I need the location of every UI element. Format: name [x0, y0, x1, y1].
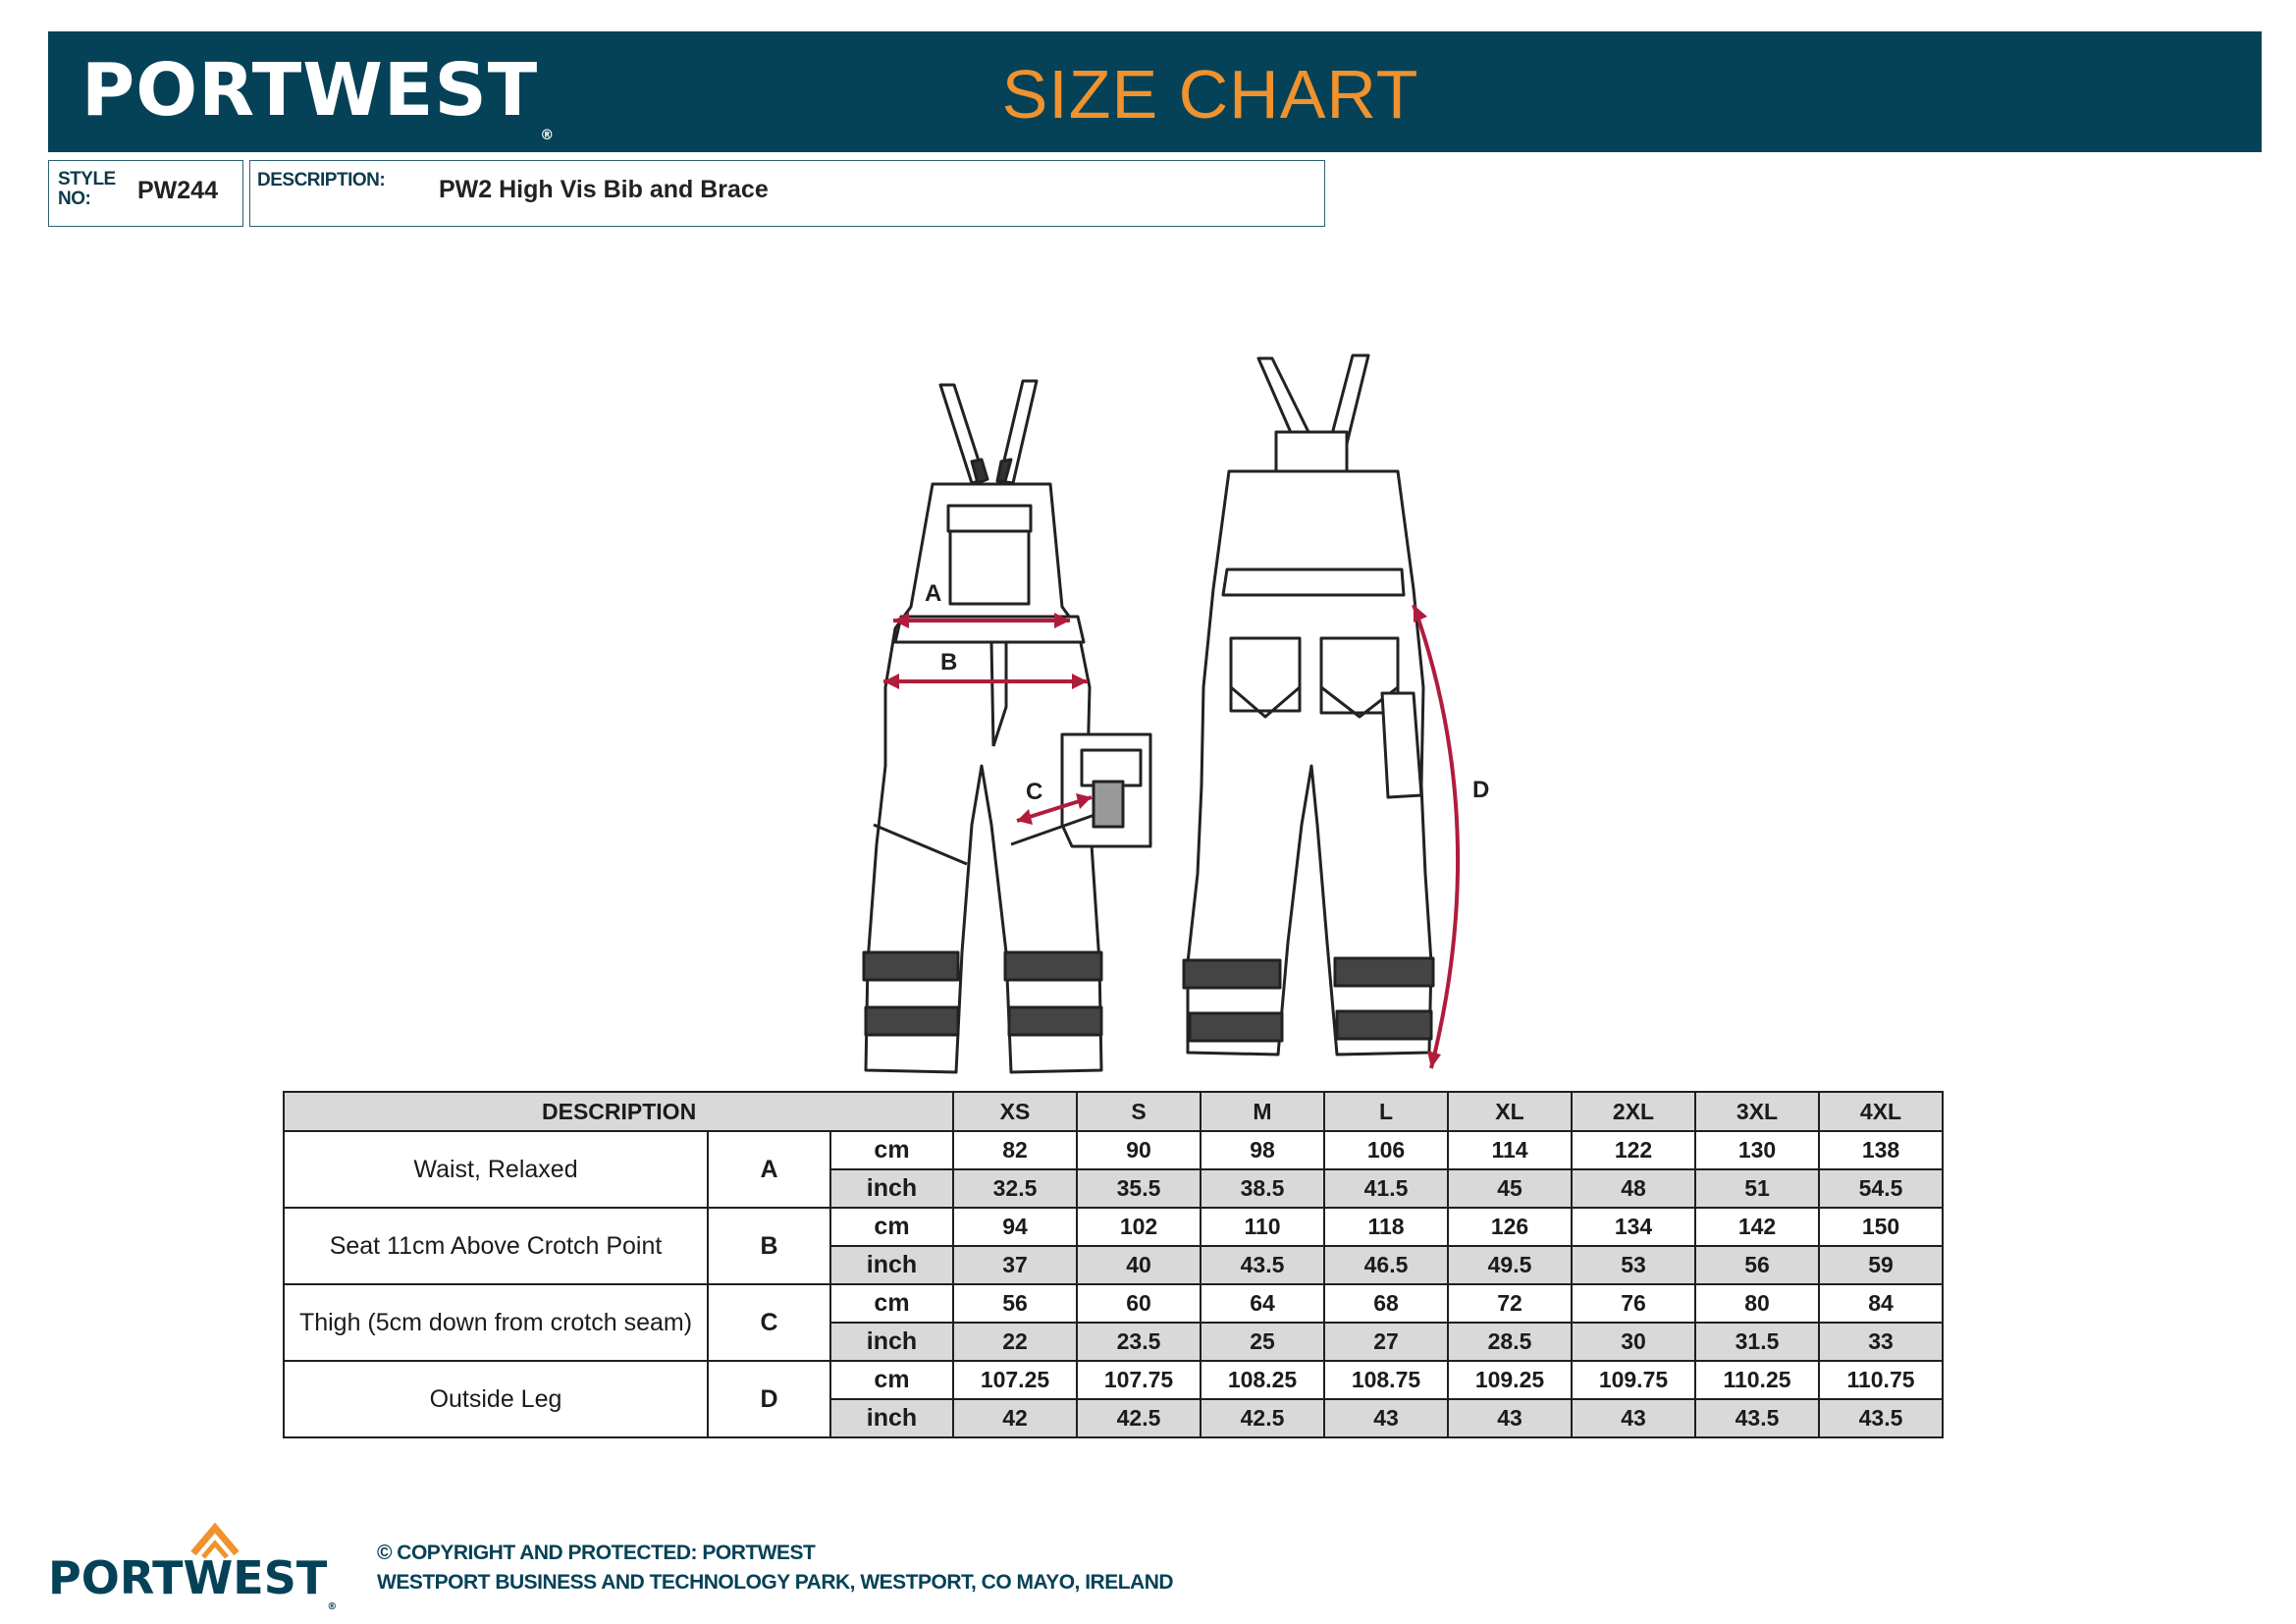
table-cell-inch: 32.5 — [953, 1169, 1077, 1208]
table-cell-inch: 33 — [1819, 1323, 1943, 1361]
table-cell-cm: 108.25 — [1201, 1361, 1324, 1399]
table-cell-cm: 68 — [1324, 1284, 1448, 1323]
copyright-brand: PORTWEST — [702, 1542, 816, 1564]
unit-label-cm: cm — [830, 1131, 953, 1169]
table-cell-inch: 59 — [1819, 1246, 1943, 1284]
table-cell-inch: 42.5 — [1201, 1399, 1324, 1437]
description-value: PW2 High Vis Bib and Brace — [439, 176, 769, 203]
table-cell-inch: 37 — [953, 1246, 1077, 1284]
table-cell-cm: 107.75 — [1077, 1361, 1201, 1399]
measurement-letter: A — [708, 1131, 830, 1208]
size-header: L — [1324, 1092, 1448, 1131]
table-cell-cm: 142 — [1695, 1208, 1819, 1246]
measurement-letter: B — [708, 1208, 830, 1284]
table-cell-cm: 150 — [1819, 1208, 1943, 1246]
size-header: 3XL — [1695, 1092, 1819, 1131]
measurement-letter: D — [708, 1361, 830, 1437]
table-cell-inch: 53 — [1572, 1246, 1695, 1284]
table-cell-cm: 138 — [1819, 1131, 1943, 1169]
table-cell-cm: 72 — [1448, 1284, 1572, 1323]
brand-logo-text: PORTWEST — [81, 48, 539, 133]
size-table — [283, 1091, 1944, 1438]
header-bar — [48, 31, 2262, 152]
dimension-label-c: C — [1026, 779, 1043, 805]
table-cell-cm: 90 — [1077, 1131, 1201, 1169]
garment-illustration — [844, 353, 1492, 1080]
measurement-name: Seat 11cm Above Crotch Point — [284, 1208, 708, 1284]
table-cell-cm: 60 — [1077, 1284, 1201, 1323]
table-cell-inch: 38.5 — [1201, 1169, 1324, 1208]
table-cell-cm: 110.25 — [1695, 1361, 1819, 1399]
table-cell-inch: 22 — [953, 1323, 1077, 1361]
size-header: XS — [953, 1092, 1077, 1131]
unit-label-inch: inch — [830, 1169, 953, 1208]
table-cell-cm: 126 — [1448, 1208, 1572, 1246]
table-cell-cm: 118 — [1324, 1208, 1448, 1246]
table-cell-inch: 43 — [1324, 1399, 1448, 1437]
measurement-row-cm — [284, 1131, 1943, 1169]
table-cell-cm: 84 — [1819, 1284, 1943, 1323]
size-header: M — [1201, 1092, 1324, 1131]
table-cell-inch: 27 — [1324, 1323, 1448, 1361]
table-cell-inch: 56 — [1695, 1246, 1819, 1284]
copyright-prefix: © COPYRIGHT AND PROTECTED: — [377, 1542, 703, 1564]
table-cell-cm: 82 — [953, 1131, 1077, 1169]
dimension-label-b: B — [940, 649, 958, 676]
back-view — [1184, 355, 1433, 1055]
brand-logo — [81, 48, 556, 143]
measurement-row-cm — [284, 1284, 1943, 1323]
dimension-label-a: A — [925, 580, 942, 607]
table-cell-inch: 48 — [1572, 1169, 1695, 1208]
table-cell-cm: 108.75 — [1324, 1361, 1448, 1399]
footer-trademark: ® — [327, 1601, 338, 1612]
unit-label-inch: inch — [830, 1399, 953, 1437]
table-cell-cm: 106 — [1324, 1131, 1448, 1169]
table-cell-cm: 94 — [953, 1208, 1077, 1246]
table-cell-inch: 23.5 — [1077, 1323, 1201, 1361]
front-view — [864, 381, 1150, 1072]
table-cell-inch: 43.5 — [1201, 1246, 1324, 1284]
table-cell-cm: 110 — [1201, 1208, 1324, 1246]
table-cell-cm: 98 — [1201, 1131, 1324, 1169]
table-cell-inch: 43.5 — [1695, 1399, 1819, 1437]
table-cell-inch: 54.5 — [1819, 1169, 1943, 1208]
measurement-letter: C — [708, 1284, 830, 1361]
table-cell-inch: 30 — [1572, 1323, 1695, 1361]
table-cell-inch: 42.5 — [1077, 1399, 1201, 1437]
style-number-label: STYLE NO: — [58, 169, 116, 209]
measurement-name: Outside Leg — [284, 1361, 708, 1437]
trademark-mark: ® — [540, 128, 556, 143]
unit-label-inch: inch — [830, 1246, 953, 1284]
table-cell-inch: 49.5 — [1448, 1246, 1572, 1284]
table-cell-inch: 46.5 — [1324, 1246, 1448, 1284]
table-cell-cm: 122 — [1572, 1131, 1695, 1169]
measurement-row-cm — [284, 1208, 1943, 1246]
table-cell-cm: 109.25 — [1448, 1361, 1572, 1399]
measurement-name: Waist, Relaxed — [284, 1131, 708, 1208]
table-cell-cm: 76 — [1572, 1284, 1695, 1323]
measurement-name: Thigh (5cm down from crotch seam) — [284, 1284, 708, 1361]
table-cell-inch: 43 — [1572, 1399, 1695, 1437]
measurement-row-cm — [284, 1361, 1943, 1399]
company-address: WESTPORT BUSINESS AND TECHNOLOGY PARK, WESTPORT, CO MAYO, IRELAND — [377, 1571, 1174, 1594]
table-cell-inch: 43.5 — [1819, 1399, 1943, 1437]
unit-label-cm: cm — [830, 1208, 953, 1246]
footer-brand: PORTWEST — [48, 1551, 328, 1604]
table-cell-cm: 130 — [1695, 1131, 1819, 1169]
unit-label-cm: cm — [830, 1361, 953, 1399]
table-cell-cm: 56 — [953, 1284, 1077, 1323]
description-box — [249, 160, 1325, 227]
table-cell-inch: 41.5 — [1324, 1169, 1448, 1208]
style-number-value: PW244 — [137, 177, 218, 204]
table-cell-inch: 43 — [1448, 1399, 1572, 1437]
footer-logo — [48, 1520, 343, 1612]
description-header: DESCRIPTION — [284, 1092, 953, 1131]
table-cell-inch: 31.5 — [1695, 1323, 1819, 1361]
unit-label-cm: cm — [830, 1284, 953, 1323]
page-title: SIZE CHART — [1001, 56, 1419, 133]
table-cell-cm: 109.75 — [1572, 1361, 1695, 1399]
size-table-body — [284, 1131, 1943, 1437]
table-cell-inch: 40 — [1077, 1246, 1201, 1284]
table-cell-inch: 28.5 — [1448, 1323, 1572, 1361]
unit-label-inch: inch — [830, 1323, 953, 1361]
table-cell-inch: 25 — [1201, 1323, 1324, 1361]
footer-logo-text — [48, 1551, 338, 1612]
dimension-label-d: D — [1472, 777, 1490, 803]
table-cell-cm: 114 — [1448, 1131, 1572, 1169]
size-header: 2XL — [1572, 1092, 1695, 1131]
size-header: S — [1077, 1092, 1201, 1131]
table-cell-inch: 42 — [953, 1399, 1077, 1437]
table-cell-inch: 51 — [1695, 1169, 1819, 1208]
table-cell-cm: 107.25 — [953, 1361, 1077, 1399]
table-cell-cm: 102 — [1077, 1208, 1201, 1246]
size-header: 4XL — [1819, 1092, 1943, 1131]
style-number-box — [48, 160, 243, 227]
table-cell-cm: 110.75 — [1819, 1361, 1943, 1399]
size-header-row — [284, 1092, 1943, 1131]
size-header: XL — [1448, 1092, 1572, 1131]
description-label: DESCRIPTION: — [257, 170, 386, 190]
table-cell-inch: 45 — [1448, 1169, 1572, 1208]
table-cell-cm: 80 — [1695, 1284, 1819, 1323]
table-cell-cm: 64 — [1201, 1284, 1324, 1323]
table-cell-inch: 35.5 — [1077, 1169, 1201, 1208]
table-cell-cm: 134 — [1572, 1208, 1695, 1246]
copyright-line — [377, 1542, 815, 1565]
